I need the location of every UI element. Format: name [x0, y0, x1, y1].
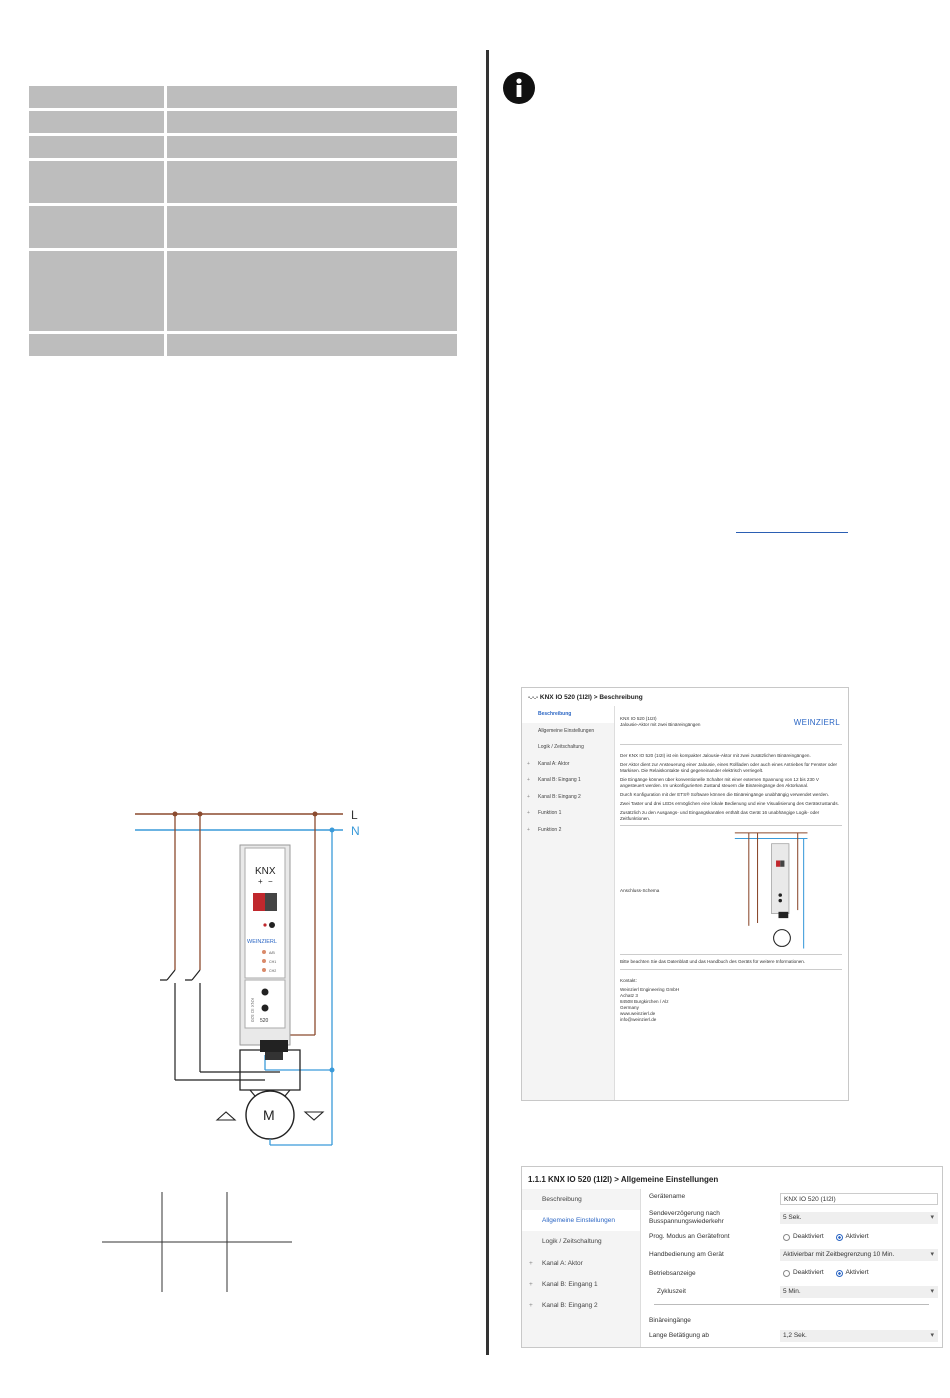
led-3	[262, 968, 266, 972]
prog-led	[263, 923, 266, 926]
label-l: L	[351, 808, 358, 822]
empty-grid-lines	[100, 1190, 295, 1295]
prog-mode-on-radio[interactable]	[836, 1234, 843, 1241]
table-row	[29, 136, 457, 158]
info-glyph	[503, 72, 535, 104]
section-divider	[654, 1304, 929, 1305]
send-delay-select[interactable]: 5 Sek. ▾	[780, 1212, 938, 1224]
column-divider	[486, 50, 489, 1355]
radio-label: Aktiviert	[845, 1269, 869, 1276]
parameter-nav	[522, 706, 615, 1100]
output-terminals-lower	[265, 1052, 283, 1060]
table-cell	[29, 161, 164, 203]
table-cell	[167, 334, 457, 356]
table-cell	[167, 161, 457, 203]
contact-heading: Kontakt:	[620, 978, 637, 983]
table-row	[29, 86, 457, 108]
device-model: 520	[260, 1018, 269, 1024]
table-row	[29, 111, 457, 133]
nav-item-kanal-a-aktor[interactable]: + Kanal A: Aktor	[522, 756, 614, 773]
contact-line: 84508 Burgkirchen / Alz	[620, 999, 669, 1004]
contact-email-link[interactable]: info@weinzierl.de	[620, 1017, 657, 1022]
nav-item-beschreibung[interactable]: Beschreibung	[522, 706, 614, 723]
hyperlink-underline[interactable]	[736, 532, 848, 533]
prog-button	[269, 922, 275, 928]
manual-operation-select[interactable]: Aktivierbar mit Zeitbegrenzung 10 Min. ▾	[780, 1249, 938, 1261]
bus-terminal-red	[253, 893, 265, 911]
param-label: Zykluszeit	[657, 1288, 686, 1295]
contact-line: Weinzierl Engineering GmbH	[620, 987, 680, 992]
table-row	[29, 251, 457, 331]
device-brand: WEINZIERL	[247, 939, 277, 945]
arrow-down-icon	[305, 1112, 323, 1120]
contact-line: Germany	[620, 1005, 639, 1010]
weinzierl-logo: WEINZIERL	[793, 718, 840, 727]
status-radio-group	[780, 1267, 938, 1279]
prog-mode-radio-group	[780, 1231, 938, 1243]
param-label: Gerätename	[649, 1193, 686, 1200]
paragraph: Der KNX IO 520 (1I2I) ist ein kompakter Jalousie-Aktor mit zwei zusätzlichen Binäreingängen.	[620, 753, 811, 758]
description-body	[620, 716, 842, 1023]
nav-item-beschreibung[interactable]: Beschreibung	[542, 1196, 582, 1203]
table-cell	[29, 251, 164, 331]
schema-label: Anschluss-Schema	[620, 888, 660, 893]
table-cell	[29, 206, 164, 248]
device-side-text: KNX IO 520	[250, 998, 255, 1023]
nav-item-kanal-b-eingang-1[interactable]: + Kanal B: Eingang 1	[522, 772, 614, 789]
led-3-label: CH2	[269, 969, 277, 973]
nav-item-allgemeine-einstellungen[interactable]: Allgemeine Einstellungen	[522, 1210, 640, 1231]
led-2	[262, 959, 266, 963]
schema-row	[620, 826, 842, 954]
cycle-time-select[interactable]: 5 Min. ▾	[780, 1286, 938, 1298]
product-title: KNX IO 520 (1I2I)	[620, 716, 657, 721]
param-label: Betriebsanzeige	[649, 1270, 696, 1277]
table-cell	[167, 111, 457, 133]
table-row	[29, 206, 457, 248]
breadcrumb: -.-.- KNX IO 520 (1I2I) > Beschreibung	[528, 694, 643, 701]
paragraph: Zwei Taster und drei LEDs ermöglichen eine lokale Bedienung und eine Visualisierung des Gerätezustands.	[620, 801, 839, 806]
table-cell	[29, 136, 164, 158]
paragraph: Zusätzlich zu den Ausgangs- und Eingangskanälen enthält das Gerät 16 unabhängige Logik- oder Zeitfunktionen.	[620, 810, 820, 821]
prog-mode-off-radio[interactable]	[783, 1234, 790, 1241]
parameter-nav	[522, 1189, 641, 1347]
switch-2	[185, 970, 200, 1072]
divider	[620, 744, 842, 745]
device-name-input[interactable]: KNX IO 520 (1I2I)	[780, 1193, 938, 1205]
switch-1	[160, 970, 175, 1080]
table-cell	[29, 86, 164, 108]
radio-label: Deaktiviert	[793, 1233, 824, 1240]
button-down	[262, 1005, 269, 1012]
nav-item-logik-zeitschaltung[interactable]: Logik / Zeitschaltung	[542, 1238, 602, 1246]
knx-minus: −	[268, 877, 273, 886]
paragraph: Der Aktor dient zur Ansteuerung einer Jalousie, eines Rollladen oder auch eines Antriebes für Fenster oder Markisen. Die Relaiskontakte sind gegeneinander elektrisch verriegelt.	[620, 762, 838, 773]
info-icon	[503, 72, 535, 104]
table-cell	[167, 136, 457, 158]
label-n: N	[351, 824, 360, 838]
led-2-label: CH1	[269, 960, 277, 964]
wire	[285, 1090, 290, 1096]
nav-item-funktion-2[interactable]: + Funktion 2	[522, 822, 614, 839]
paragraph: Die Eingänge können über konventionelle Schalter mit einer externen Spannung von 12 bis 230 V angesteuert werden. Im unkonfigurierten Zustand steuern die Binäreingänge den Aktorkanal.	[620, 777, 819, 788]
table-row	[29, 161, 457, 203]
contact-line: Achatz 3	[620, 993, 638, 998]
nav-item-kanal-b-eingang-2[interactable]: + Kanal B: Eingang 2	[522, 1295, 640, 1316]
table-cell	[167, 86, 457, 108]
table-cell	[29, 334, 164, 356]
long-press-select[interactable]: 1,2 Sek. ▾	[780, 1330, 938, 1342]
nav-item-kanal-a-aktor[interactable]: + Kanal A: Aktor	[522, 1253, 640, 1274]
schema-thumbnail	[730, 828, 820, 952]
arrow-up-icon	[217, 1112, 235, 1120]
radio-label: Aktiviert	[845, 1233, 869, 1240]
status-on-radio[interactable]	[836, 1270, 843, 1277]
table-cell	[29, 111, 164, 133]
param-label: Prog. Modus an Gerätefront	[649, 1233, 730, 1240]
divider	[620, 954, 842, 955]
wire	[250, 1090, 255, 1096]
nav-item-logik-zeitschaltung[interactable]: Logik / Zeitschaltung	[538, 744, 584, 750]
product-subtitle: Jalousie-Aktor mit zwei Binäreingängen	[620, 722, 701, 727]
param-label: Lange Betätigung ab	[649, 1332, 709, 1339]
led-1	[262, 950, 266, 954]
nav-item-funktion-1[interactable]: + Funktion 1	[522, 805, 614, 822]
paragraph: Durch Konfiguration mit der ETS® Software können die Binäreingänge unabhängig verwendet werden.	[620, 792, 829, 797]
nav-item-kanal-b-eingang-2[interactable]: + Kanal B: Eingang 2	[522, 789, 614, 806]
ets-settings-screenshot	[521, 1166, 943, 1348]
wiring-diagram	[125, 800, 375, 1155]
param-label: Sendeverzögerung nach Busspannungswiederkehr	[649, 1210, 724, 1225]
divider	[620, 969, 842, 970]
spec-table	[29, 86, 457, 359]
radio-label: Deaktiviert	[793, 1269, 824, 1276]
note: Bitte beachten Sie das Datenblatt und das Handbuch des Geräts für weitere Informationen.	[620, 959, 806, 964]
status-off-radio[interactable]	[783, 1270, 790, 1277]
contact-website-link[interactable]: www.weinzierl.de	[620, 1011, 656, 1016]
led-1-label: A/B	[269, 951, 275, 955]
knx-plus: +	[258, 877, 263, 886]
motor-label: M	[263, 1107, 275, 1123]
param-label: Handbedienung am Gerät	[649, 1251, 724, 1258]
ets-description-screenshot	[521, 687, 849, 1101]
section-label: Binäreingänge	[649, 1317, 691, 1324]
breadcrumb: 1.1.1 KNX IO 520 (1I2I) > Allgemeine Einstellungen	[528, 1175, 719, 1184]
nav-item-allgemeine-einstellungen[interactable]: Allgemeine Einstellungen	[538, 727, 595, 734]
table-cell	[167, 206, 457, 248]
bus-terminal-black	[265, 893, 277, 911]
nav-item-kanal-b-eingang-1[interactable]: + Kanal B: Eingang 1	[522, 1274, 640, 1295]
button-up	[262, 989, 269, 996]
table-cell	[167, 251, 457, 331]
table-row	[29, 334, 457, 356]
knx-label: KNX	[255, 866, 276, 877]
